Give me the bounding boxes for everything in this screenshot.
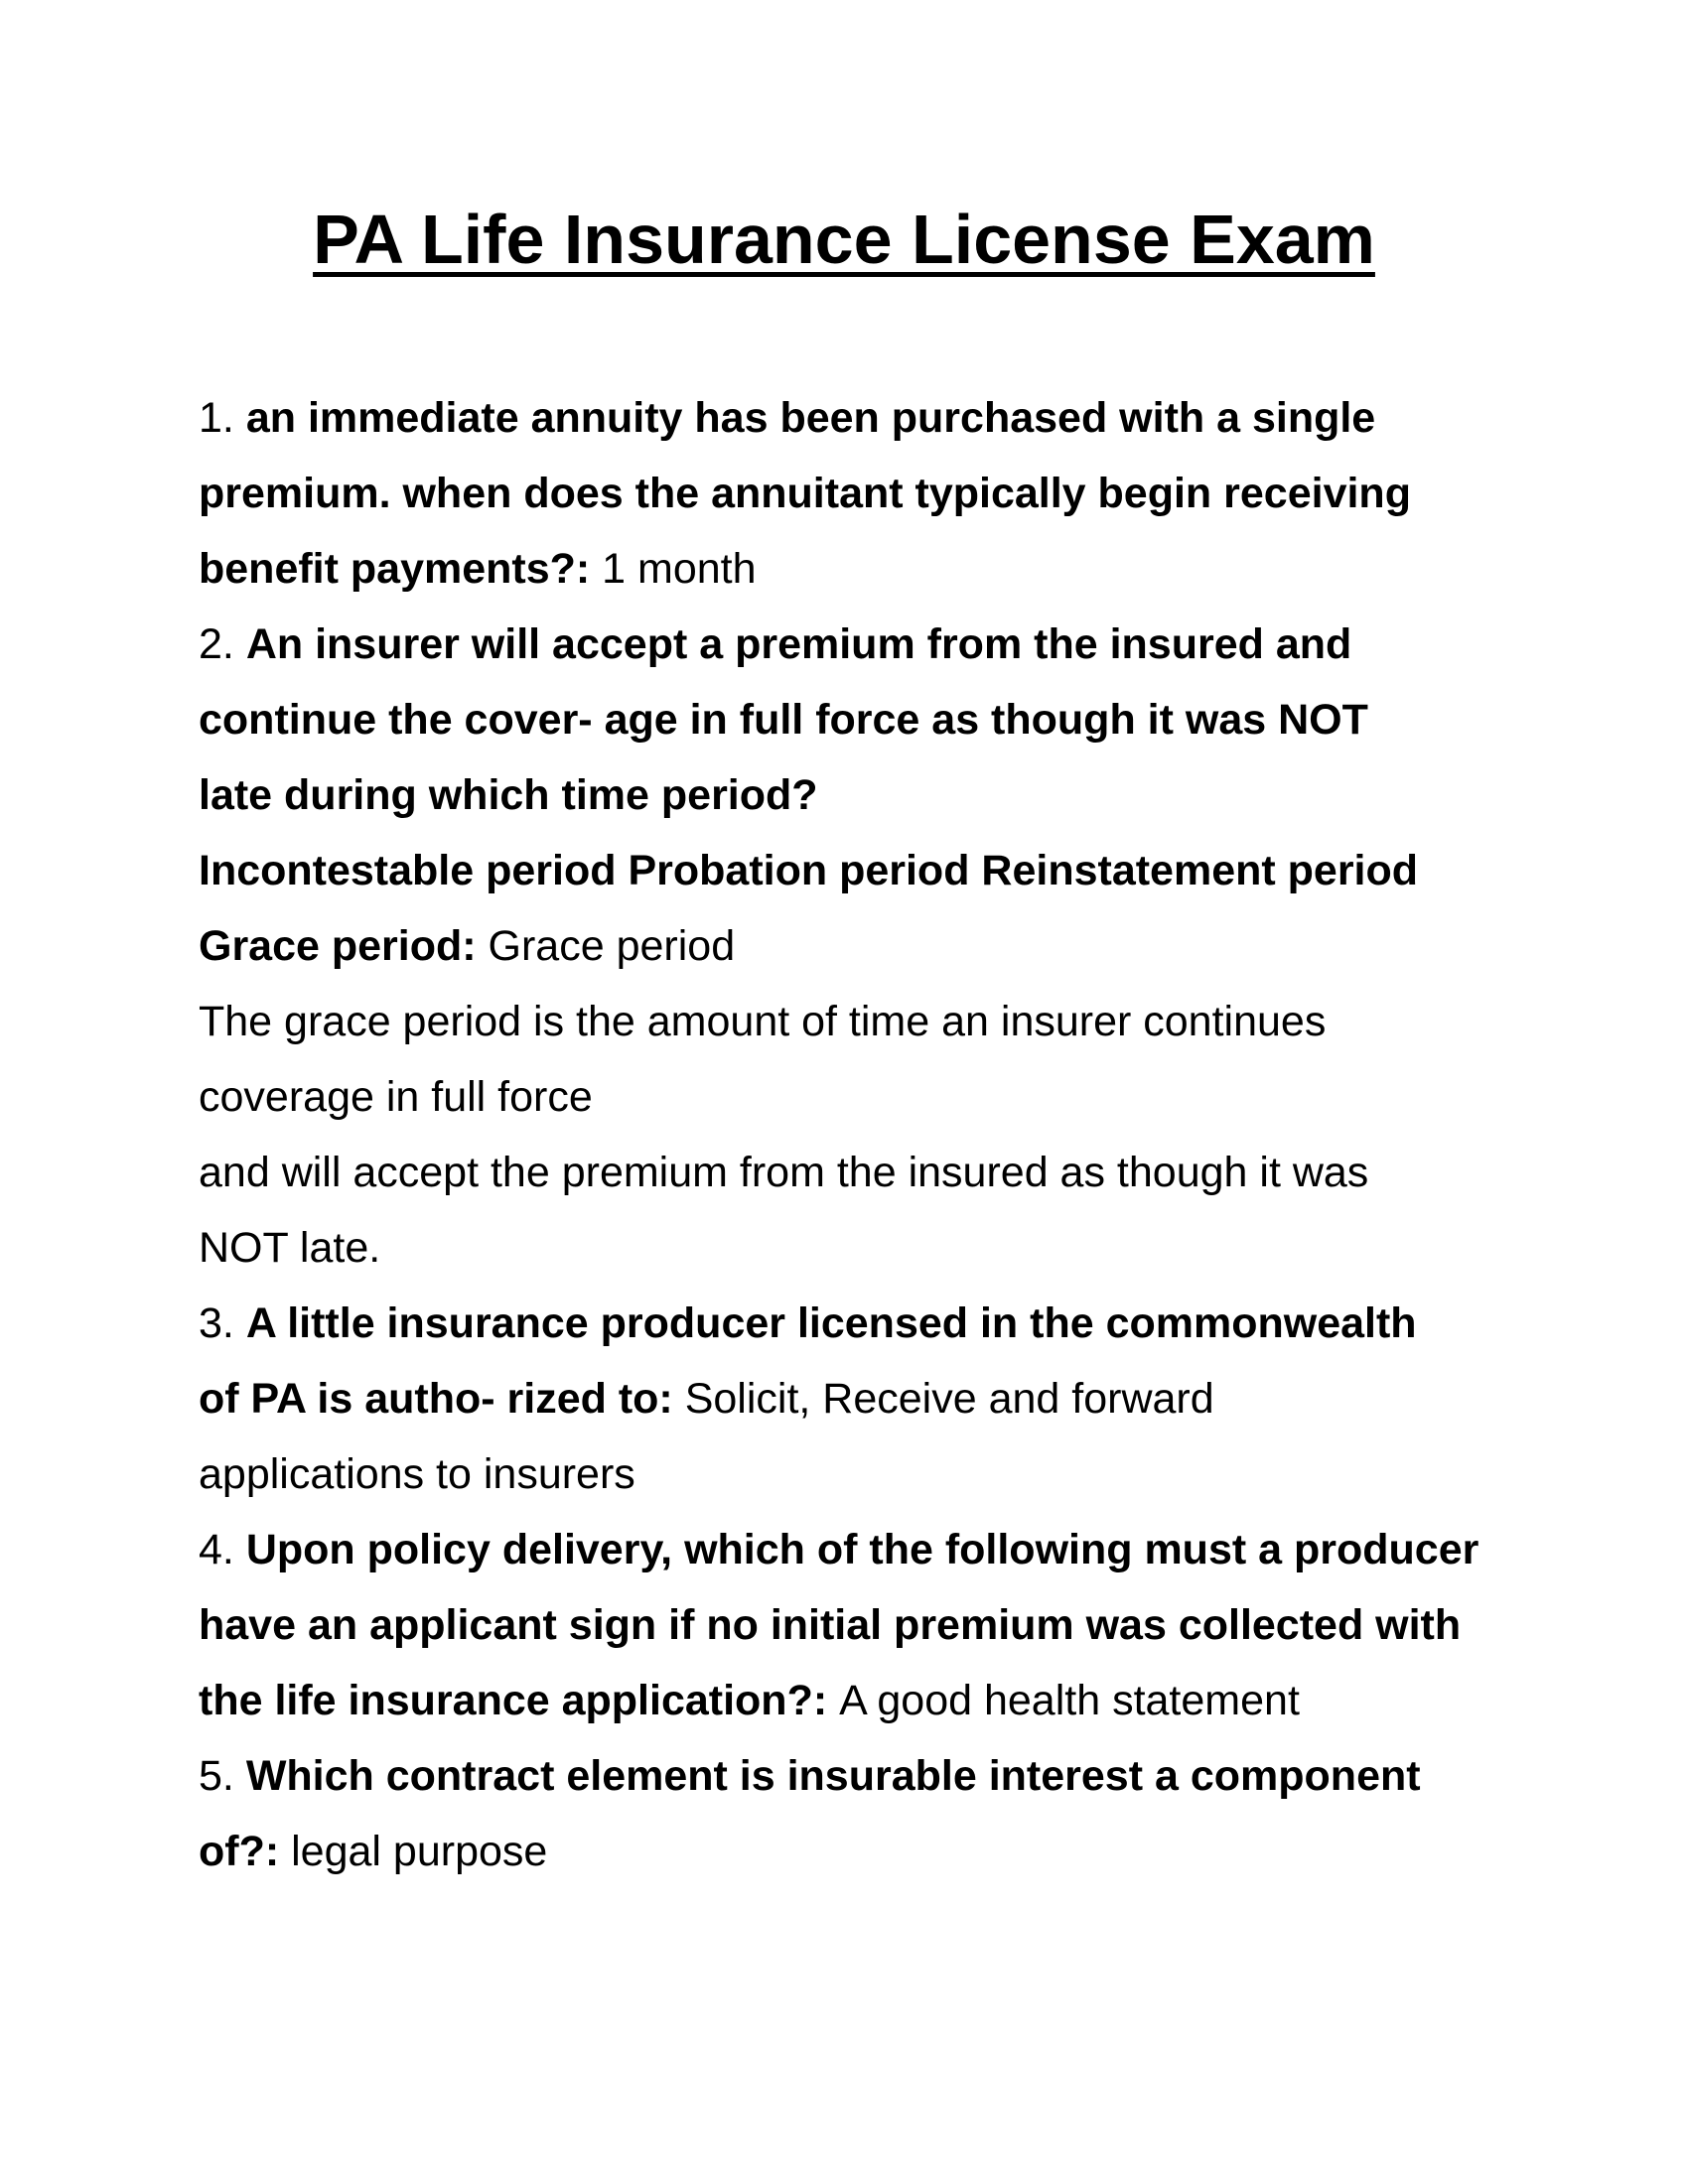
text-line	[199, 380, 1529, 456]
question-text: of?:	[199, 1828, 292, 1875]
answer-text: 4.	[199, 1526, 246, 1573]
question-text: A little insurance producer licensed in the commonwealth	[245, 1299, 1417, 1347]
question-text: Grace period:	[199, 922, 489, 970]
question-text: benefit payments?:	[199, 545, 603, 593]
text-line	[199, 456, 1529, 531]
question-list	[199, 380, 1529, 1889]
answer-text: A good health statement	[839, 1677, 1300, 1724]
answer-text: NOT late.	[199, 1224, 381, 1272]
answer-text: 3.	[199, 1299, 246, 1347]
answer-text: 1.	[199, 394, 246, 442]
text-line	[199, 757, 1529, 833]
answer-text: 2.	[199, 620, 246, 668]
text-line	[199, 908, 1529, 984]
text-line	[199, 1587, 1529, 1663]
text-line	[199, 1436, 1529, 1512]
text-line	[199, 1210, 1529, 1286]
question-text: have an applicant sign if no initial premium was collected with	[199, 1601, 1462, 1649]
text-line	[199, 1361, 1529, 1436]
answer-text: Solicit, Receive and forward	[684, 1375, 1214, 1423]
answer-text: applications to insurers	[199, 1450, 635, 1498]
text-line	[199, 1286, 1529, 1361]
text-line	[199, 682, 1529, 757]
question-text: premium. when does the annuitant typically begin receiving	[199, 470, 1411, 517]
text-line	[199, 984, 1529, 1059]
question-text: continue the cover- age in full force as though it was NOT	[199, 696, 1368, 744]
answer-text: 1 month	[602, 545, 757, 593]
question-text: Which contract element is insurable interest a component	[245, 1752, 1421, 1800]
text-line	[199, 833, 1529, 908]
question-text: Upon policy delivery, which of the following must a producer	[245, 1526, 1479, 1573]
text-line	[199, 1059, 1529, 1135]
answer-text: and will accept the premium from the insured as though it was	[199, 1149, 1369, 1196]
answer-text: The grace period is the amount of time an insurer continues	[199, 998, 1327, 1045]
text-line	[199, 1135, 1529, 1210]
text-line	[199, 607, 1529, 682]
answer-text: Grace period	[488, 922, 736, 970]
question-text: An insurer will accept a premium from the insured and	[245, 620, 1352, 668]
question-text: Incontestable period Probation period Reinstatement period	[199, 847, 1419, 894]
question-text: an immediate annuity has been purchased with a single	[245, 394, 1376, 442]
text-line	[199, 1814, 1529, 1889]
text-line	[199, 1738, 1529, 1814]
answer-text: legal purpose	[291, 1828, 548, 1875]
question-text: the life insurance application?:	[199, 1677, 840, 1724]
answer-text: 5.	[199, 1752, 246, 1800]
document-title: PA Life Insurance License Exam	[313, 201, 1375, 278]
text-line	[199, 531, 1529, 607]
question-text: of PA is autho- rized to:	[199, 1375, 685, 1423]
question-text: late during which time period?	[199, 771, 818, 819]
answer-text: coverage in full force	[199, 1073, 593, 1121]
text-line	[199, 1512, 1529, 1587]
text-line	[199, 1663, 1529, 1738]
